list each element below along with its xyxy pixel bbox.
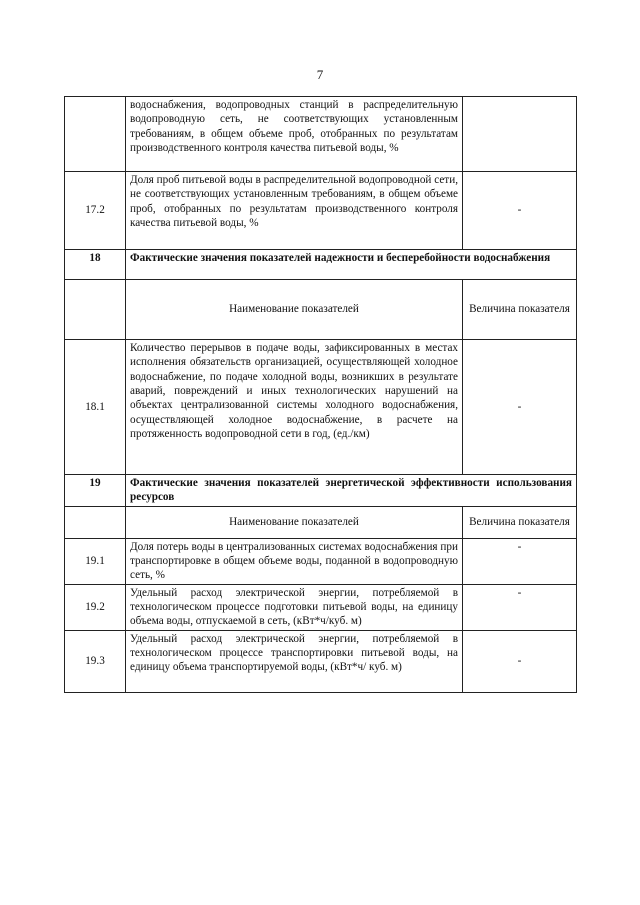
indicators-table: [64, 96, 577, 693]
indicator-value: -: [463, 630, 577, 692]
row-number: [65, 97, 126, 172]
section-row: [65, 475, 577, 507]
page-number: 7: [316, 67, 324, 82]
header-empty-cell: [65, 280, 126, 340]
row-number: 18.1: [65, 340, 126, 475]
indicator-name: водоснабжения, водопроводных станций в распределительную водопроводную сеть, не соответствующих установленным требованиям, в общем объеме проб, отобранных по результатам производственного контроля качества питьевой воды, %: [126, 97, 463, 172]
value-column-header: Величина показателя: [463, 506, 577, 538]
section-title: Фактические значения показателей энергетической эффективности использования ресурсов: [126, 475, 577, 507]
indicator-value: -: [463, 538, 577, 584]
row-number: 19.3: [65, 630, 126, 692]
row-number: 19.2: [65, 584, 126, 630]
indicator-name: Удельный расход электрической энергии, потребляемой в технологическом процессе подготовки питьевой воды, на единицу объема воды, отпускаемой в сеть, (кВт*ч/куб. м): [126, 584, 463, 630]
name-column-header: Наименование показателей: [126, 506, 463, 538]
table-row: [65, 97, 577, 172]
section-title: Фактические значения показателей надежности и бесперебойности водоснабжения: [126, 250, 577, 280]
header-row: [65, 280, 577, 340]
table-row: [65, 172, 577, 250]
table-row: [65, 538, 577, 584]
section-number: 19: [65, 475, 126, 507]
value-column-header: Величина показателя: [463, 280, 577, 340]
header-empty-cell: [65, 506, 126, 538]
table-row: [65, 584, 577, 630]
table-row: [65, 630, 577, 692]
row-number: 19.1: [65, 538, 126, 584]
indicator-name: Удельный расход электрической энергии, потребляемой в технологическом процессе транспортировки питьевой воды, на единицу объема транспортируемой воды, (кВт*ч/ куб. м): [126, 630, 463, 692]
indicator-name: Доля проб питьевой воды в распределительной водопроводной сети, не соответствующих установленным требованиям, в общем объеме проб, отобранных по результатам производственного контроля качества питьевой воды, %: [126, 172, 463, 250]
indicator-name: Доля потерь воды в централизованных системах водоснабжения при транспортировке в общем объеме воды, поданной в водопроводную сеть, %: [126, 538, 463, 584]
section-number: 18: [65, 250, 126, 280]
section-row: [65, 250, 577, 280]
row-number: 17.2: [65, 172, 126, 250]
indicator-name: Количество перерывов в подаче воды, зафиксированных в местах исполнения обязательств организацией, осуществляющей холодное водоснабжение, по подаче холодной воды, возникших в результате аварий, повреждений и иных технологических нарушений на объектах централизованной системы холодного водоснабжения, осуществляющей холодное водоснабжение, в расчете на протяженность водопроводной сети в год, (ед./км): [126, 340, 463, 475]
name-column-header: Наименование показателей: [126, 280, 463, 340]
table-row: [65, 340, 577, 475]
indicator-value: [463, 97, 577, 172]
indicator-value: -: [463, 340, 577, 475]
indicator-value: -: [463, 172, 577, 250]
indicator-value: -: [463, 584, 577, 630]
header-row: [65, 506, 577, 538]
